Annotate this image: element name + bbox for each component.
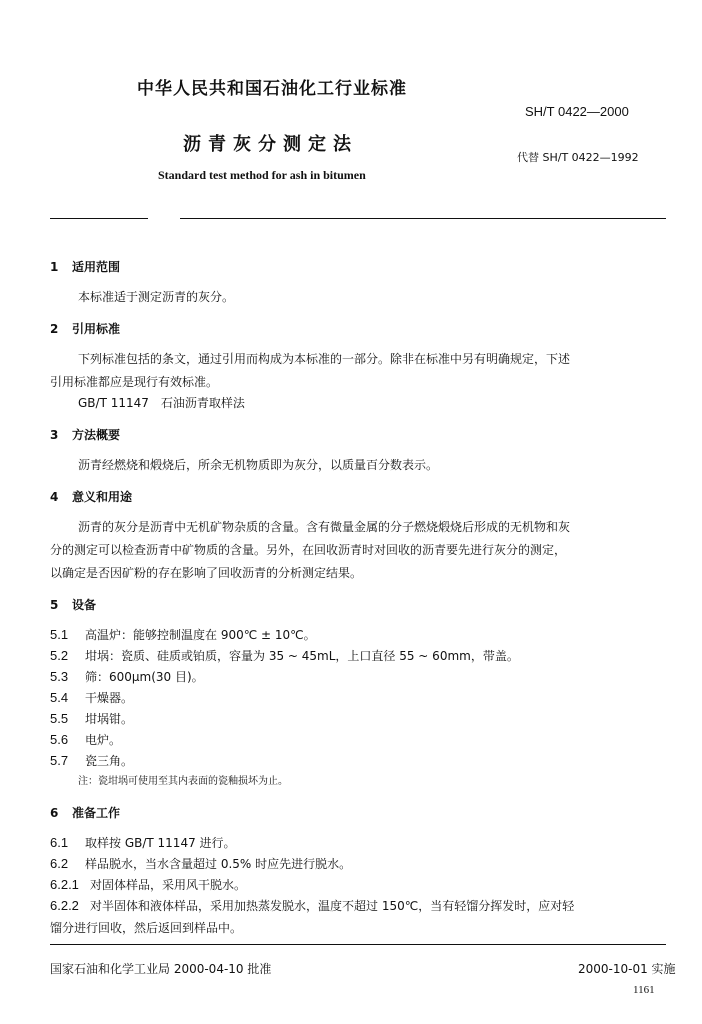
list-item: [50, 855, 351, 872]
section-title: 引用标准: [72, 322, 121, 336]
item-text: 筛：600μm(30 目)。: [85, 670, 204, 684]
replaces-standard: 代替 SH/T 0422—1992: [517, 151, 639, 164]
item-text: 取样按 GB/T 11147 进行。: [85, 836, 236, 850]
footer-divider: [50, 944, 666, 945]
effective-date: 2000-10-01 实施: [578, 962, 676, 976]
section-title: 意义和用途: [72, 490, 133, 504]
section-6-heading: [50, 804, 120, 821]
section-4-paragraph-line-2: 分的测定可以检查沥青中矿物质的含量。另外，在回收沥青时对回收的沥青要先进行灰分的测定，: [50, 543, 567, 557]
item-number: 5.2: [50, 648, 69, 663]
item-text: 干燥器。: [85, 691, 134, 705]
list-item: [50, 689, 133, 706]
list-item: [50, 752, 133, 769]
section-4-paragraph-line-3: 以确定是否因矿粉的存在影响了回收沥青的分析测定结果。: [50, 566, 363, 580]
item-number: 5.3: [50, 669, 69, 684]
section-number: 6: [50, 806, 59, 820]
document-title-en: Standard test method for ash in bitumen: [158, 168, 366, 182]
section-2-paragraph-line-1: 下列标准包括的条文，通过引用而构成为本标准的一部分。除非在标准中另有明确规定，下述: [78, 352, 571, 366]
section-4-paragraph-line-1: 沥青的灰分是沥青中无机矿物杂质的含量。含有微量金属的分子燃烧煅烧后形成的无机物和灰: [78, 520, 571, 534]
item-text: 坩埚：瓷质、硅质或铂质，容量为 35 ~ 45mL，上口直径 55 ~ 60mm，带盖。: [85, 649, 519, 663]
section-number: 4: [50, 490, 59, 504]
item-number: 6.2.2: [50, 898, 79, 913]
item-number: 5.5: [50, 711, 69, 726]
section-title: 适用范围: [72, 260, 121, 274]
section-6-continuation: 馏分进行回收，然后返回到样品中。: [50, 921, 243, 935]
item-number: 5.6: [50, 732, 69, 747]
section-title: 设备: [72, 598, 97, 612]
list-item: [50, 647, 519, 664]
item-text: 样品脱水，当水含量超过 0.5% 时应先进行脱水。: [85, 857, 352, 871]
issuing-authority-title: 中华人民共和国石油化工行业标准: [137, 79, 407, 99]
header-divider-left: [50, 218, 148, 219]
section-number: 2: [50, 322, 59, 336]
section-title: 方法概要: [72, 428, 121, 442]
section-3-paragraph: 沥青经燃烧和煅烧后，所余无机物质即为灰分，以质量百分数表示。: [78, 458, 439, 472]
list-item: [50, 876, 246, 893]
item-number: 6.1: [50, 835, 69, 850]
normative-reference: GB/T 11147 石油沥青取样法: [78, 396, 245, 410]
item-number: 6.2: [50, 856, 69, 871]
section-title: 准备工作: [72, 806, 121, 820]
list-item: [50, 834, 236, 851]
section-3-heading: [50, 426, 120, 443]
section-number: 1: [50, 260, 59, 274]
section-1-paragraph: 本标准适于测定沥青的灰分。: [78, 290, 235, 304]
item-text: 高温炉：能够控制温度在 900℃ ± 10℃。: [85, 628, 316, 642]
item-number: 5.7: [50, 753, 69, 768]
section-2-heading: [50, 320, 120, 337]
list-item: [50, 626, 316, 643]
list-item: [50, 897, 574, 914]
item-text: 对半固体和液体样品，采用加热蒸发脱水，温度不超过 150℃，当有轻馏分挥发时，应对轻: [90, 899, 575, 913]
section-4-heading: [50, 488, 132, 505]
item-number: 5.1: [50, 627, 69, 642]
document-title-cn: 沥青灰分测定法: [183, 134, 358, 155]
item-text: 电炉。: [85, 733, 122, 747]
section-number: 3: [50, 428, 59, 442]
item-text: 瓷三角。: [85, 754, 134, 768]
approval-line: 国家石油和化学工业局 2000-04-10 批准: [50, 962, 272, 976]
list-item: [50, 668, 204, 685]
item-number: 5.4: [50, 690, 69, 705]
section-5-heading: [50, 596, 96, 613]
header-divider-right: [180, 218, 666, 219]
section-2-paragraph-line-2: 引用标准都应是现行有效标准。: [50, 375, 219, 389]
item-text: 对固体样品，采用风干脱水。: [90, 878, 247, 892]
list-item: [50, 710, 133, 727]
list-item: [50, 731, 121, 748]
section-number: 5: [50, 598, 59, 612]
item-number: 6.2.1: [50, 877, 79, 892]
section-1-heading: [50, 258, 120, 275]
page-number: 1161: [633, 984, 655, 996]
item-text: 坩埚钳。: [85, 712, 134, 726]
section-5-note: 注：瓷坩埚可使用至其内表面的瓷釉损坏为止。: [78, 776, 288, 787]
standard-number: SH/T 0422—2000: [525, 104, 629, 119]
